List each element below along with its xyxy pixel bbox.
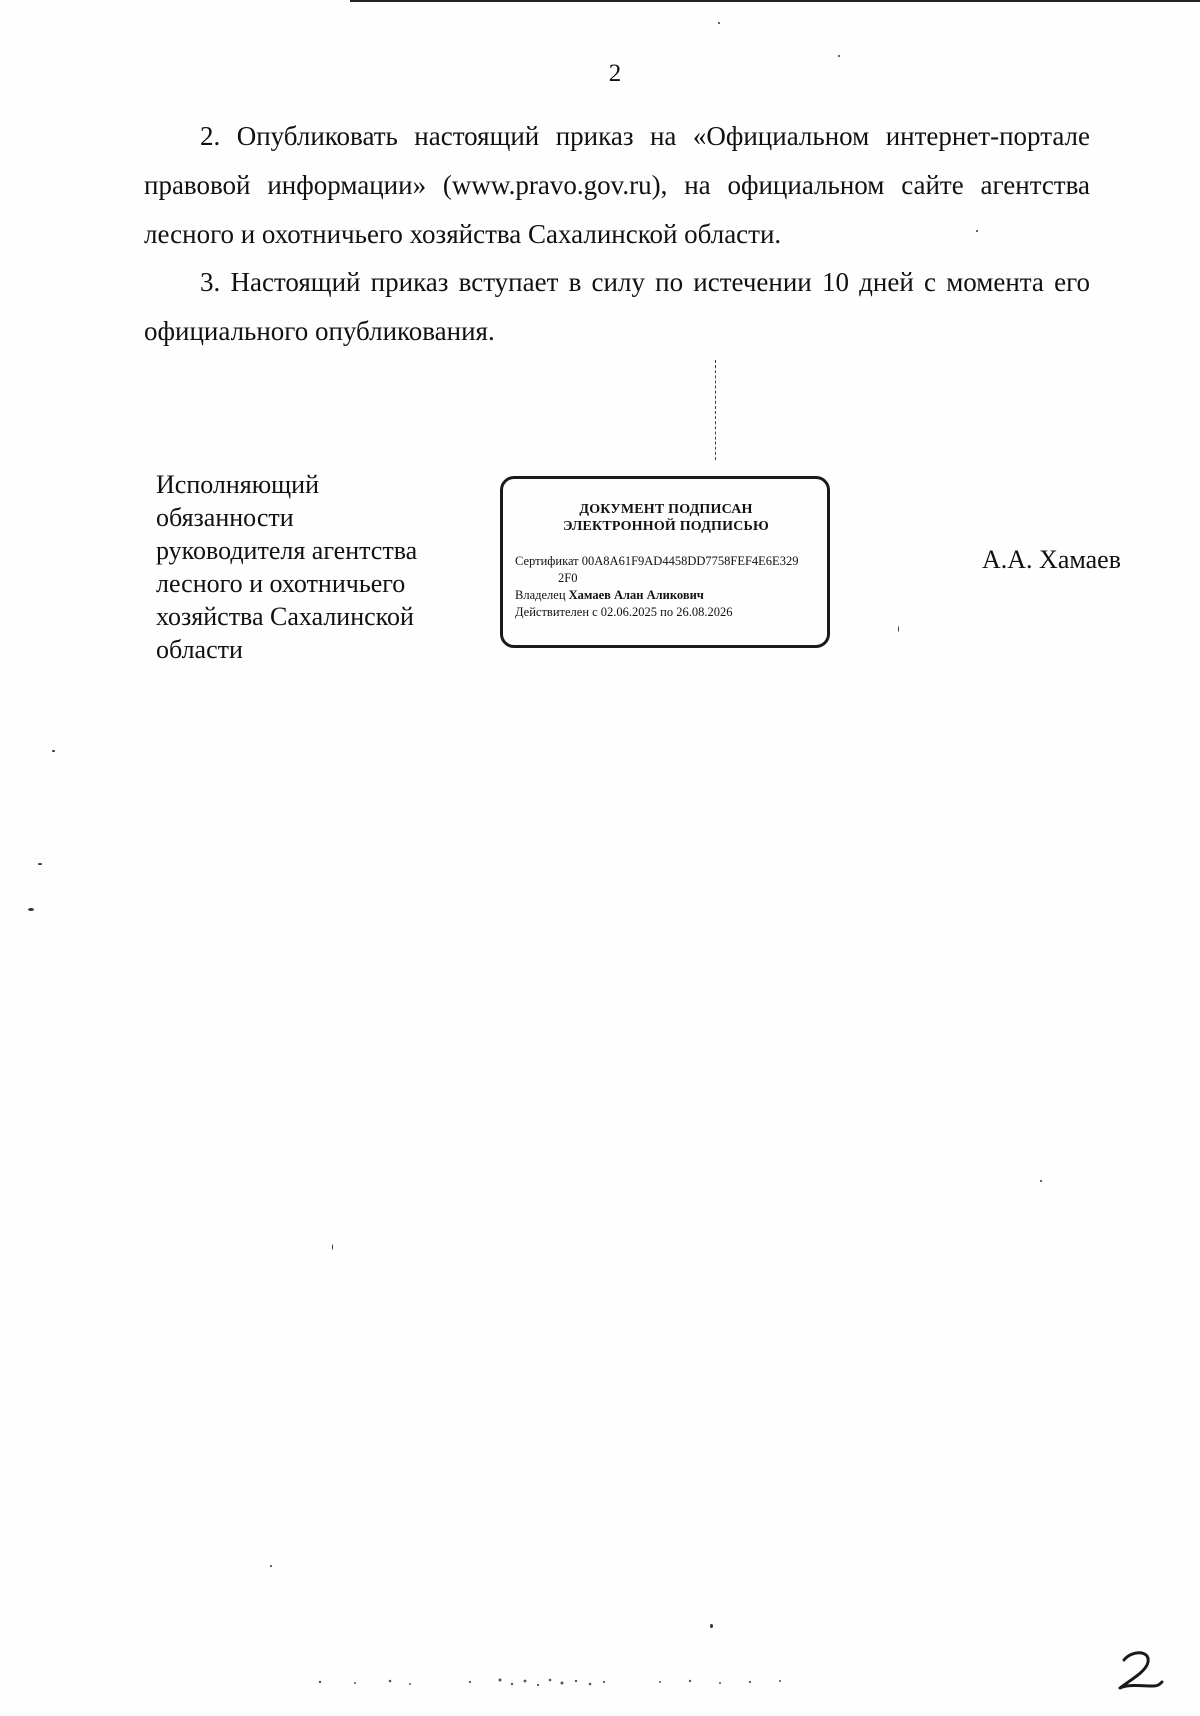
stamp-cert-label: Сертификат: [515, 554, 579, 568]
scan-speck: [1040, 1180, 1042, 1182]
signer-title-line: Исполняющий: [156, 470, 320, 499]
scan-speck: [332, 1244, 333, 1250]
body-paragraph-3: 3. Настоящий приказ вступает в силу по истечении 10 дней с момента его официального опубликования.: [144, 267, 1090, 346]
signer-title-line: лесного и охотничьего: [156, 569, 406, 598]
signer-title-line: обязанности: [156, 503, 294, 532]
scan-speck: [718, 22, 720, 24]
scan-speck: [52, 750, 55, 752]
body-paragraph-2-container: [144, 112, 1090, 261]
scan-speck: [976, 230, 978, 232]
stamp-cert-value-cont: 2F0: [558, 571, 578, 585]
body-paragraph-3-container: [144, 258, 1090, 358]
stamp-header: [515, 501, 817, 535]
stamp-owner-label: Владелец: [515, 588, 566, 602]
signer-title-line: хозяйства Сахалинской: [156, 602, 414, 631]
handwritten-page-mark-icon: [1110, 1646, 1166, 1696]
body-paragraph-2: 2. Опубликовать настоящий приказ на «Официальном интернет-портале правовой информации» (www.pravo.gov.ru), на официальном сайте агентства лесного и охотничьего хозяйства Сахалинской области.: [144, 121, 1090, 249]
stamp-cert-value: 00A8A61F9AD4458DD7758FEF4E6E329: [581, 554, 799, 568]
stamp-owner-value: Хамаев Алан Аликович: [568, 588, 704, 602]
stamp-header-line-2: ЭЛЕКТРОННОЙ ПОДПИСЬЮ: [563, 519, 769, 534]
scan-fold-dashed-line: [715, 360, 716, 460]
electronic-signature-stamp: [500, 476, 830, 648]
stamp-certificate: [515, 553, 817, 570]
scan-speck: [270, 1565, 272, 1567]
stamp-owner: [515, 587, 817, 604]
scan-speck: [28, 908, 34, 911]
scan-speck: [38, 863, 42, 865]
scan-speck: [710, 1624, 713, 1628]
scan-speck: [898, 626, 899, 632]
top-scan-edge-line: [350, 0, 1200, 2]
stamp-validity: Действителен с 02.06.2025 по 26.08.2026: [515, 605, 733, 619]
signer-name: А.А. Хамаев: [982, 545, 1122, 574]
scan-speck: [838, 55, 840, 57]
signer-title-line: области: [156, 635, 243, 664]
stamp-header-line-1: ДОКУМЕНТ ПОДПИСАН: [579, 502, 753, 517]
page-number: 2: [608, 60, 622, 87]
scan-noise-strip: [280, 1672, 840, 1692]
signer-title-line: руководителя агентства: [156, 536, 418, 565]
signer-title: [156, 468, 466, 666]
